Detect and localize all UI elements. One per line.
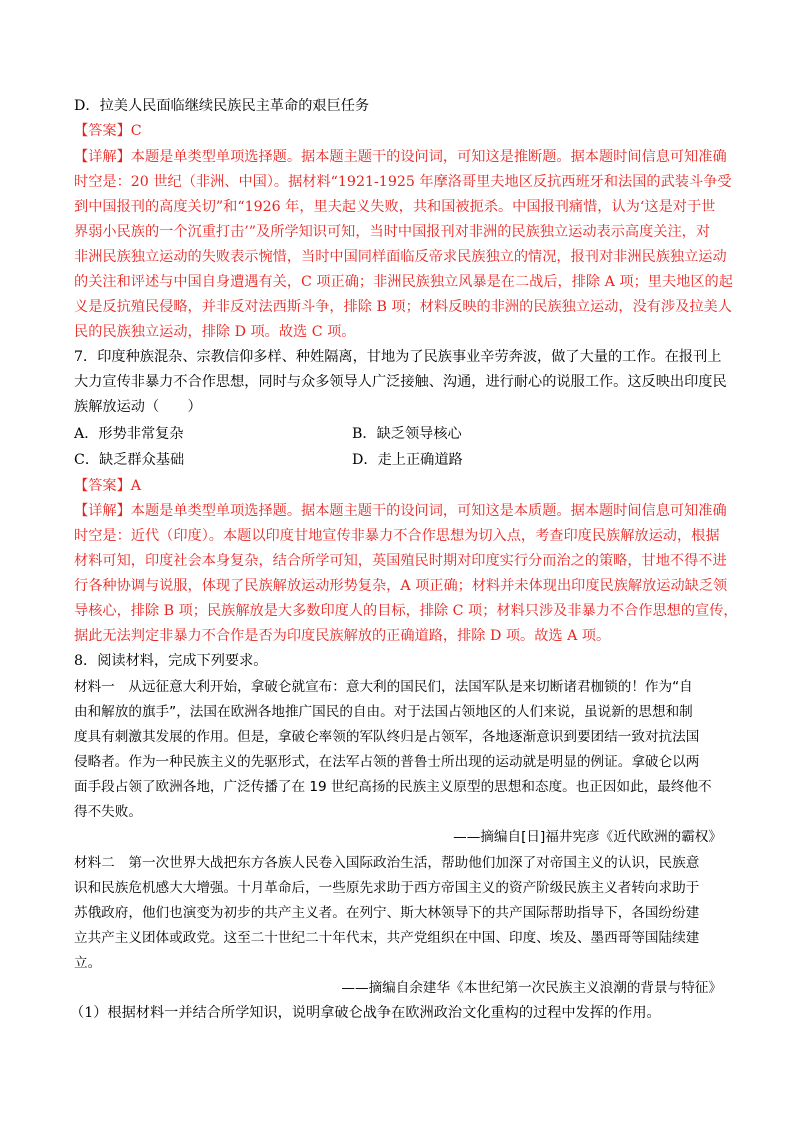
q8-material-one-line: 面手段占领了欧洲各地，广泛传播了在 19 世纪高扬的民族主义原型的思想和态度。也正因如此，最终他不 xyxy=(74,779,712,795)
q8-material-two-source: ——摘编自余建华《本世纪第一次民族主义浪潮的背景与特征》 xyxy=(341,980,722,996)
q7-option-b: B．缺乏领导核心 xyxy=(352,426,462,442)
q6-detail-line: 【详解】本题是单类型单项选择题。据本题主题干的设问词，可知这是推断题。据本题时间信息可知准确 xyxy=(74,149,727,165)
q7-detail-line: 导核心，排除 B 项；民族解放是大多数印度人的目标，排除 C 项；材料只涉及非暴力不合作思想的宣传， xyxy=(74,603,738,619)
q8-material-one-line: 材料一 从远征意大利开始，拿破仑就宣布：意大利的国民们，法国军队是来切断诸君枷锁的！作为“自 xyxy=(74,679,693,695)
q8-material-two-line: 立。 xyxy=(74,955,102,971)
q8-material-two-line: 材料二 第一次世界大战把东方各族人民卷入国际政治生活，帮助他们加深了对帝国主义的认识，民族意 xyxy=(74,855,700,871)
q7-option-d: D．走上正确道路 xyxy=(352,452,463,468)
q7-stem-line: 族解放运动（ ） xyxy=(74,399,202,415)
q7-detail-line: 【详解】本题是单类型单项选择题。据本题主题干的设问词，可知这是本质题。据本题时间信息可知准确 xyxy=(74,503,727,519)
q8-material-one-line: 由和解放的旗手”，法国在欧洲各地推广国民的自由。对于法国占领地区的人们来说，虽说新的思想和制 xyxy=(74,704,693,720)
q6-detail-line: 到中国报刊的高度关切”和“1926 年，里夫起义失败，共和国被扼杀。中国报刊痛惜，认为‘这是对于世 xyxy=(74,199,716,215)
q8-material-one-line: 得不失败。 xyxy=(74,804,142,820)
q8-stem: 8．阅读材料，完成下列要求。 xyxy=(74,653,268,669)
q6-answer: 【答案】C xyxy=(74,123,142,139)
q8-material-one-line: 度具有刺激其发展的作用。但是，拿破仑率领的军队终归是占领军，各地逐渐意识到要团结一致对抗法国 xyxy=(74,729,700,745)
q7-option-c: C．缺乏群众基础 xyxy=(74,452,185,468)
q7-detail-line: 据此无法判定非暴力不合作是否为印度民族解放的正确道路，排除 D 项。故选 A 项。 xyxy=(74,628,611,644)
q8-material-two-line: 识和民族危机感大大增强。十月革命后，一些原先求助于西方帝国主义的资产阶级民族主义者转向求助于 xyxy=(74,880,700,896)
q6-option-d: D．拉美人民面临继续民族民主革命的艰巨任务 xyxy=(74,98,370,114)
q6-detail-line: 时空是：20 世纪（非洲、中国）。据材料“1921-1925 年摩洛哥里夫地区反抗西班牙和法国的武装斗争受 xyxy=(74,174,732,190)
q8-subquestion-1: （1）根据材料一并结合所学知识，说明拿破仑战争在欧洲政治文化重构的过程中发挥的作用。 xyxy=(70,1005,661,1021)
q6-detail-line: 非洲民族独立运动的失败表示惋惜，当时中国同样面临反帝求民族独立的情况，报刊对非洲民族独立运动 xyxy=(74,249,727,265)
q6-detail-line: 义是反抗殖民侵略，并非反对法西斯斗争，排除 B 项；材料反映的非洲的民族独立运动，没有涉及拉美人 xyxy=(74,299,732,315)
q7-stem-line: 7．印度种族混杂、宗教信仰多样、种姓隔离，甘地为了民族事业辛劳奔波，做了大量的工作。在报刊上 xyxy=(74,349,722,365)
q7-detail-line: 材料可知，印度社会本身复杂，结合所学可知，英国殖民时期对印度实行分而治之的策略，甘地不得不进 xyxy=(74,553,727,569)
q7-detail-line: 行各种协调与说服，体现了民族解放运动形势复杂，A 项正确；材料并未体现出印度民族解放运动缺乏领 xyxy=(74,578,728,594)
q8-material-two-line: 苏俄政府，他们也演变为初步的共产主义者。在列宁、斯大林领导下的共产国际帮助指导下，各国纷纷建 xyxy=(74,905,700,921)
q6-detail-line: 的关注和评述与中国自身遭遇有关，C 项正确；非洲民族独立风暴是在二战后，排除 A 项；里夫地区的起 xyxy=(74,274,733,290)
q7-detail-line: 时空是：近代（印度）。本题以印度甘地宣传非暴力不合作思想为切入点，考查印度民族解放运动，根据 xyxy=(74,528,720,544)
q8-material-one-source: ——摘编自[日]福井宪彦《近代欧洲的霸权》 xyxy=(453,829,722,845)
q6-detail-line: 界弱小民族的一个沉重打击’”及所学知识可知，当时中国报刊对非洲的民族独立运动表示高度关注，对 xyxy=(74,224,711,240)
q7-answer: 【答案】A xyxy=(74,478,141,494)
q7-stem-line: 大力宣传非暴力不合作思想，同时与众多领导人广泛接触、沟通，进行耐心的说服工作。这反映出印度民 xyxy=(74,374,727,390)
q6-detail-line: 民的民族独立运动，排除 D 项。故选 C 项。 xyxy=(74,324,356,340)
q8-material-two-line: 立共产主义团体或政党。这至二十世纪二十年代末，共产党组织在中国、印度、埃及、墨西哥等国陆续建 xyxy=(74,930,700,946)
q7-option-a: A．形势非常复杂 xyxy=(74,426,184,442)
q8-material-one-line: 侵略者。作为一种民族主义的先驱形式，在法军占领的普鲁士所出现的运动就是明显的例证。拿破仑以两 xyxy=(74,754,700,770)
